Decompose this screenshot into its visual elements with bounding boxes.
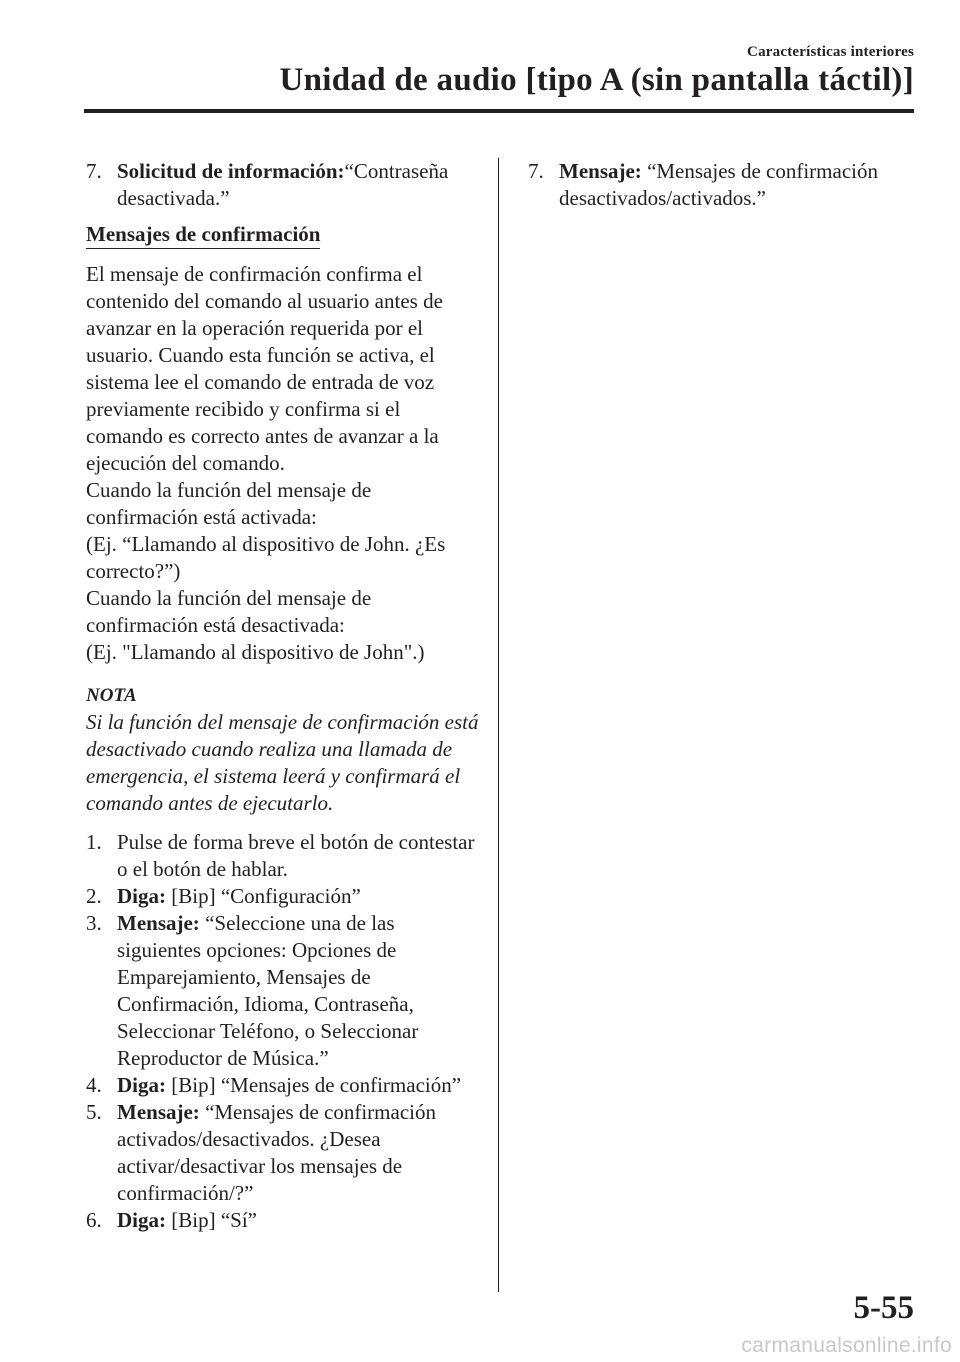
step-label: Diga: [117, 884, 166, 908]
intro-step [86, 158, 482, 212]
step-number: 6. [86, 1208, 102, 1232]
header-rule [84, 109, 914, 113]
note-text: Si la función del mensaje de confirmación está desactivado cuando realiza una llamada de emergencia, el sistema leerá y confirmará el comando antes de ejecutarlo. [86, 710, 479, 815]
step-list [86, 829, 482, 1234]
step-text: “Contraseña desactivada.” [117, 159, 449, 210]
page-title: Unidad de audio [tipo A (sin pantalla táctil)] [279, 62, 914, 98]
step-label: Solicitud de información: [117, 159, 345, 183]
step-number: 7. [86, 159, 102, 183]
step-number: 1. [86, 830, 102, 854]
list-item [86, 1099, 482, 1207]
section-label: Características interiores [747, 44, 914, 60]
page-number: 5-55 [853, 1290, 914, 1326]
list-item [86, 910, 482, 1072]
watermark: carmanualsonline.info [741, 1334, 952, 1357]
list-item [86, 1207, 482, 1234]
list-item [86, 829, 482, 883]
step-number: 2. [86, 884, 102, 908]
subheading: Mensajes de confirmación [86, 222, 320, 249]
step-text: “Mensajes de confirmación activados/desactivados. ¿Desea activar/desactivar los mensajes de confirmación/?” [117, 1100, 436, 1205]
column-divider [498, 158, 499, 1292]
disabled-label: Cuando la función del mensaje de confirmación está desactivada: [86, 586, 372, 637]
step-number: 3. [86, 911, 102, 935]
left-column [86, 158, 482, 1234]
step-text: [Bip] “Configuración” [171, 884, 361, 908]
step-text: “Seleccione una de las siguientes opciones: Opciones de Emparejamiento, Mensajes de Confirmación, Idioma, Contraseña, Seleccionar Teléfono, o Seleccionar Reproductor de Música.” [117, 911, 419, 1070]
enabled-example: (Ej. “Llamando al dispositivo de John. ¿Es correcto?”) [86, 532, 446, 583]
list-item [528, 158, 918, 212]
right-column [528, 158, 918, 212]
step-label: Mensaje: [117, 1100, 200, 1124]
enabled-label: Cuando la función del mensaje de confirmación está activada: [86, 478, 372, 529]
step-number: 5. [86, 1100, 102, 1124]
step-number: 4. [86, 1073, 102, 1097]
body-paragraph: El mensaje de confirmación confirma el contenido del comando al usuario antes de avanzar en la operación requerida por el usuario. Cuando esta función se activa, el sistema lee el comando de entrada de voz previamente recibido y confirma si el comando es correcto antes de avanzar a la ejecución del comando. [86, 262, 443, 475]
step-text: [Bip] “Mensajes de confirmación” [171, 1073, 462, 1097]
step-label: Mensaje: [559, 159, 642, 183]
disabled-example: (Ej. "Llamando al dispositivo de John".) [86, 640, 425, 664]
step-text: Pulse de forma breve el botón de contestar o el botón de hablar. [117, 830, 475, 881]
step-label: Diga: [117, 1073, 166, 1097]
list-item [86, 1072, 482, 1099]
step-text: “Mensajes de confirmación desactivados/activados.” [559, 159, 878, 210]
list-item [86, 883, 482, 910]
step-text: [Bip] “Sí” [171, 1208, 257, 1232]
step-number: 7. [528, 159, 544, 183]
step-label: Diga: [117, 1208, 166, 1232]
note-title: NOTA [86, 685, 137, 706]
step-label: Mensaje: [117, 911, 200, 935]
